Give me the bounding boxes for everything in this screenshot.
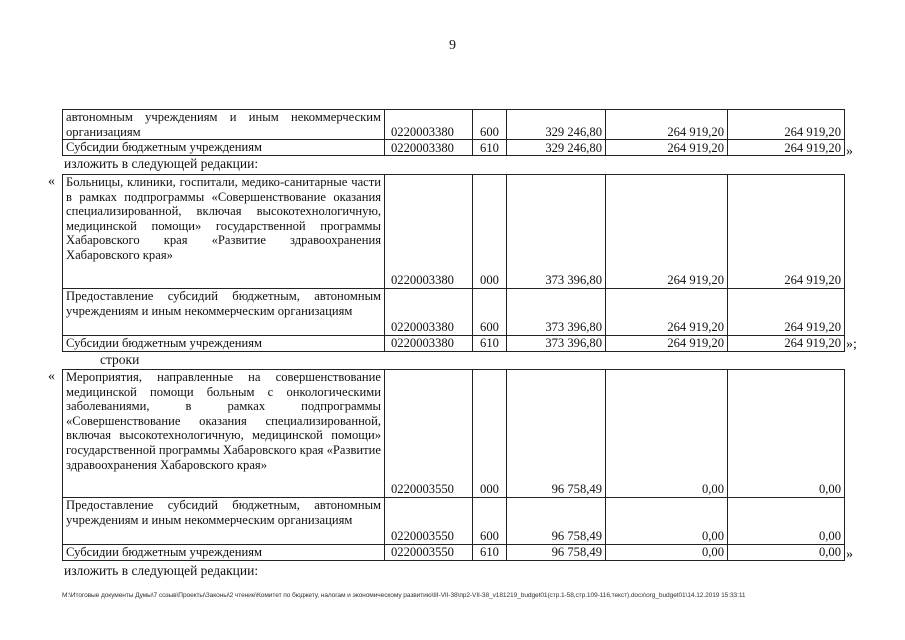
row-code: 0220003380 [385,289,473,336]
row-vr: 610 [473,140,507,156]
page-number: 9 [449,38,456,53]
row-value-3: 0,00 [728,370,845,498]
row-name: Мероприятия, направленные на совершенствование медицинской помощи больным с онкологическими заболеваниями, в рамках подпрограммы «Совершенствование оказания специализированной, включая высокотехнологичную, медицинской помощи» государственной программы Хабаровского края «Развитие здравоохранения Хабаровского края» [63,370,385,498]
row-name: Предоставление субсидий бюджетным, автономным учреждениям и иным некоммерческим организациям [63,498,385,545]
row-value-2: 264 919,20 [606,175,728,289]
table-row [63,140,845,156]
budget-table-3 [62,369,845,561]
row-value-1: 373 396,80 [507,175,606,289]
row-value-1: 96 758,49 [507,545,606,561]
row-value-3: 0,00 [728,498,845,545]
table-row [63,370,845,498]
budget-table-2 [62,174,845,352]
row-value-1: 329 246,80 [507,140,606,156]
row-value-3: 264 919,20 [728,336,845,352]
row-value-3: 264 919,20 [728,175,845,289]
row-code: 0220003380 [385,140,473,156]
row-code: 0220003380 [385,175,473,289]
row-name: Субсидии бюджетным учреждениям [63,140,385,156]
table-row [63,336,845,352]
closing-quote: » [846,144,853,159]
row-value-1: 96 758,49 [507,498,606,545]
row-value-2: 0,00 [606,498,728,545]
row-vr: 610 [473,336,507,352]
row-vr: 000 [473,370,507,498]
row-name: Больницы, клиники, госпитали, медико-санитарные части в рамках подпрограммы «Совершенствование оказания специализированной, включая высокотехнологичную, медицинской помощи» государственной программы Хабаровского края «Развитие здравоохранения Хабаровского края» [63,175,385,289]
instruction-text: изложить в следующей редакции: [64,156,259,171]
row-value-1: 329 246,80 [507,110,606,140]
row-name: автономным учреждениям и иным некоммерческим организациям [63,110,385,140]
table-row [63,498,845,545]
row-name: Предоставление субсидий бюджетным, автономным учреждениям и иным некоммерческим организациям [63,289,385,336]
table-row [63,289,845,336]
closing-quote: »; [846,337,857,352]
opening-quote: « [48,369,55,384]
row-value-2: 264 919,20 [606,289,728,336]
row-code: 0220003550 [385,498,473,545]
row-code: 0220003550 [385,545,473,561]
row-code: 0220003550 [385,370,473,498]
table-row [63,110,845,140]
table-row [63,545,845,561]
file-path-footer: M:\Итоговые документы Думы\7 созыв\Проекты\Законы\2 чтение\Комитет по бюджету, налогам и экономическому развитию\III-VII-38\пр2-VII-38_v181219_budget01(стр.1-58,стр.109-116,текст).docx\org_budget01\14.12.2019 15:33:11 [62,592,746,599]
row-vr: 600 [473,289,507,336]
row-value-3: 264 919,20 [728,289,845,336]
row-value-2: 264 919,20 [606,336,728,352]
row-name: Субсидии бюджетным учреждениям [63,545,385,561]
row-value-2: 0,00 [606,370,728,498]
table-row [63,175,845,289]
row-value-3: 0,00 [728,545,845,561]
budget-table-1 [62,109,845,156]
row-value-1: 373 396,80 [507,289,606,336]
row-name: Субсидии бюджетным учреждениям [63,336,385,352]
row-value-3: 264 919,20 [728,140,845,156]
row-value-2: 0,00 [606,545,728,561]
rows-label: строки [100,352,140,367]
row-value-1: 373 396,80 [507,336,606,352]
row-vr: 000 [473,175,507,289]
row-value-2: 264 919,20 [606,110,728,140]
row-vr: 610 [473,545,507,561]
row-value-1: 96 758,49 [507,370,606,498]
instruction-text: изложить в следующей редакции: [64,563,259,578]
row-vr: 600 [473,498,507,545]
row-value-3: 264 919,20 [728,110,845,140]
row-value-2: 264 919,20 [606,140,728,156]
row-code: 0220003380 [385,336,473,352]
opening-quote: « [48,174,55,189]
row-code: 0220003380 [385,110,473,140]
closing-quote: » [846,547,853,562]
row-vr: 600 [473,110,507,140]
